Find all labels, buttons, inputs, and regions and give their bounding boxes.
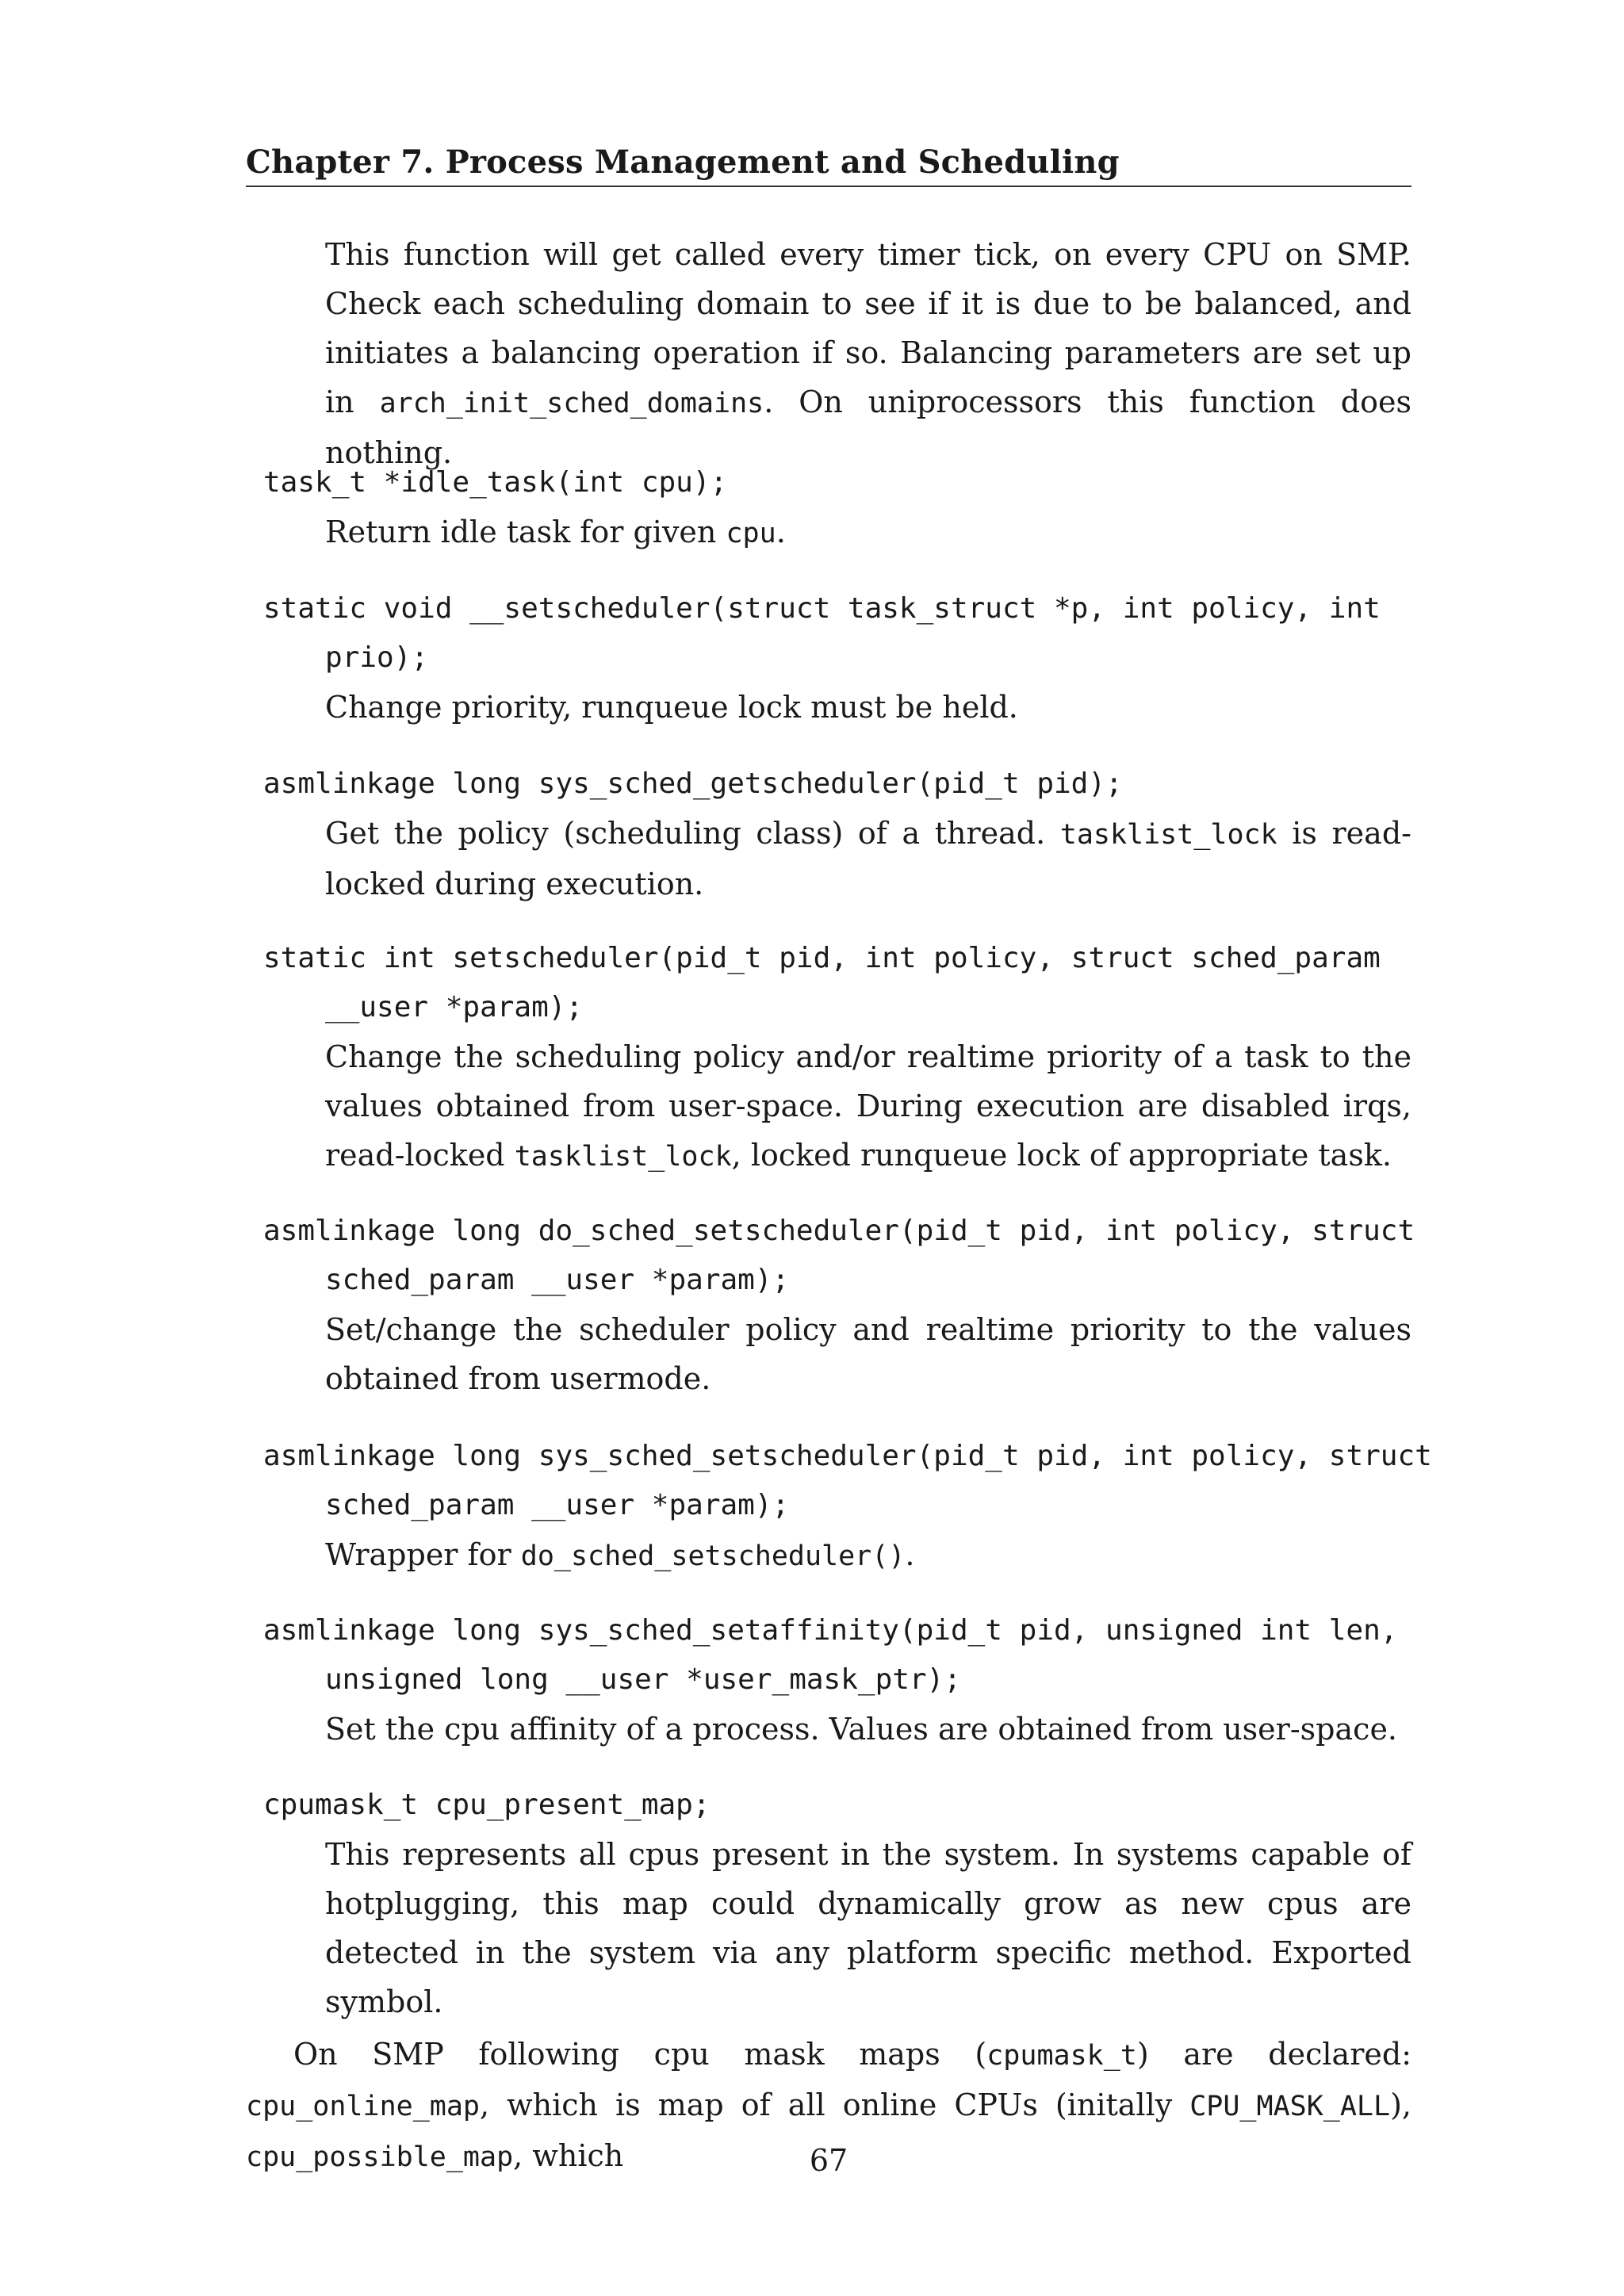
page-number: 67 xyxy=(809,2143,848,2178)
description-text-2: . xyxy=(776,515,786,549)
function-signature xyxy=(263,1781,1411,1830)
function-description xyxy=(263,1305,1411,1403)
signature-line-1: asmlinkage long sys_sched_setaffinity(pid_t pid, unsigned int len, xyxy=(263,1614,1398,1647)
closing-code-4: cpu_possible_map xyxy=(246,2141,514,2173)
closing-text-4: ), xyxy=(1390,2087,1411,2122)
signature-line-1: asmlinkage long do_sched_setscheduler(pid_t pid, int policy, struct xyxy=(263,1215,1415,1247)
description-text-2: , locked runqueue lock of appropriate task. xyxy=(731,1138,1392,1173)
chapter-header: Chapter 7. Process Management and Scheduling xyxy=(246,143,1411,187)
variable-entry-cpu-present-map xyxy=(263,1781,1411,2026)
description-text-1: Change the scheduling policy and/or realtime priority of a task to the values obtained from user-space. During execution are disabled irqs, read-locked xyxy=(325,1039,1411,1173)
function-signature xyxy=(263,1606,1411,1705)
description-text-1: Set the cpu affinity of a process. Values are obtained from user-space. xyxy=(325,1712,1398,1747)
closing-text-1: On SMP following cpu mask maps ( xyxy=(293,2037,987,2072)
document-page xyxy=(246,0,1432,2296)
description-text-1: Get the policy (scheduling class) of a thread. xyxy=(325,816,1060,851)
intro-text-1: This function will get called every timer tick, on every CPU on SMP. Check each scheduling domain to see if it is due to be balanced, and initiates a balancing operation if so. Balancing parameters are set up in xyxy=(325,237,1411,419)
function-entry-setscheduler-internal xyxy=(263,584,1411,732)
signature-line-2: sched_param __user *param); xyxy=(325,1264,790,1296)
description-text-1: This represents all cpus present in the system. In systems capable of hotplugging, this map could dynamically grow as new cpus are detected in the system via any platform specific method. Exported symbol. xyxy=(325,1837,1411,2019)
function-description xyxy=(263,1032,1411,1181)
description-code-1: do_sched_setscheduler() xyxy=(520,1540,906,1572)
intro-paragraph xyxy=(325,230,1411,477)
intro-text-2: . On uniprocessors this function does nothing. xyxy=(325,385,1411,470)
closing-text-3: , which is map of all online CPUs (initally xyxy=(480,2087,1190,2122)
description-code-1: cpu xyxy=(726,518,776,549)
function-entry-idle-task xyxy=(263,458,1411,558)
description-text-1: Wrapper for xyxy=(325,1537,521,1572)
function-signature xyxy=(263,584,1411,683)
closing-code-3: CPU_MASK_ALL xyxy=(1189,2091,1391,2122)
signature-line-1: asmlinkage long sys_sched_getscheduler(pid_t pid); xyxy=(263,767,1123,800)
function-description xyxy=(263,1705,1411,1754)
signature-line-1: cpumask_t cpu_present_map; xyxy=(263,1789,710,1821)
signature-line-2: sched_param __user *param); xyxy=(325,1489,790,1521)
description-code-1: tasklist_lock xyxy=(514,1141,732,1173)
signature-line-2: prio); xyxy=(325,641,429,674)
function-entry-sys-sched-setaffinity xyxy=(263,1606,1411,1754)
signature-line-2: __user *param); xyxy=(325,991,584,1024)
function-entry-sys-sched-getscheduler xyxy=(263,760,1411,909)
function-description xyxy=(263,1530,1411,1581)
description-code-1: tasklist_lock xyxy=(1059,819,1277,851)
function-description xyxy=(263,1830,1411,2026)
description-text-1: Return idle task for given xyxy=(325,515,726,549)
function-signature xyxy=(263,1432,1432,1530)
description-text-2: . xyxy=(905,1537,915,1572)
closing-code-2: cpu_online_map xyxy=(246,2091,481,2122)
signature-line-1: static int setscheduler(pid_t pid, int policy, struct sched_param xyxy=(263,942,1381,974)
signature-line-2: unsigned long __user *user_mask_ptr); xyxy=(325,1663,961,1696)
closing-text-5: , which xyxy=(513,2138,624,2173)
signature-line-1: task_t *idle_task(int cpu); xyxy=(263,466,728,499)
description-text-1: Change priority, runqueue lock must be held. xyxy=(325,690,1018,725)
function-description xyxy=(263,809,1411,909)
signature-line-1: asmlinkage long sys_sched_setscheduler(pid_t pid, int policy, struct xyxy=(263,1440,1432,1472)
function-description xyxy=(263,507,1411,558)
function-signature xyxy=(263,458,1411,507)
description-text-2: is read-locked during execution. xyxy=(325,816,1411,901)
signature-line-1: static void __setscheduler(struct task_struct *p, int policy, int xyxy=(263,592,1381,625)
intro-code-1: arch_init_sched_domains xyxy=(379,388,764,419)
function-entry-sys-sched-setscheduler xyxy=(263,1432,1432,1581)
description-text-1: Set/change the scheduler policy and realtime priority to the values obtained from usermode. xyxy=(325,1312,1411,1396)
closing-text-2: ) are declared: xyxy=(1136,2037,1411,2072)
function-entry-do-sched-setscheduler xyxy=(263,1207,1415,1403)
function-signature xyxy=(263,934,1411,1032)
function-description xyxy=(263,683,1411,732)
closing-code-1: cpumask_t xyxy=(986,2040,1137,2072)
function-signature xyxy=(263,760,1411,809)
function-signature xyxy=(263,1207,1415,1305)
function-entry-setscheduler xyxy=(263,934,1411,1181)
